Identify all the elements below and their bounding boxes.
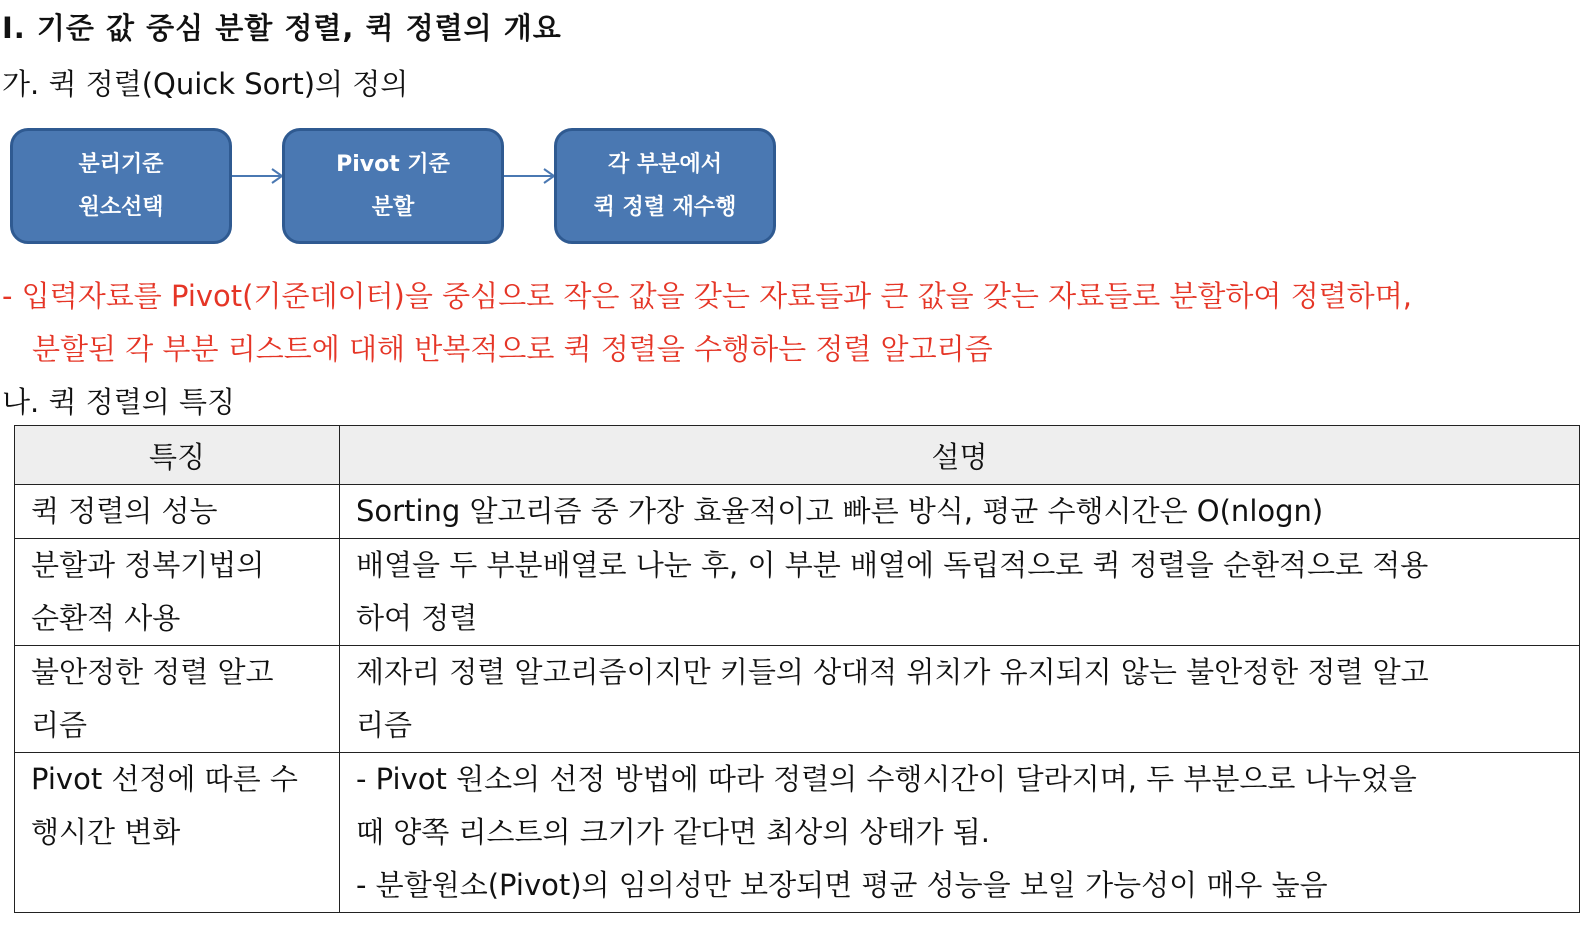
flow-box-partition: [282, 128, 504, 244]
description-text: - 분할원소(Pivot)의 임의성만 보장되면 평균 성능을 보일 가능성이 매우 높음: [356, 868, 1328, 902]
description-text: 리즘: [356, 708, 413, 742]
subsection-title-features: 나. 퀵 정렬의 특징: [2, 385, 235, 419]
definition-line: 분할된 각 부분 리스트에 대해 반복적으로 퀵 정렬을 수행하는 정렬 알고리즘: [32, 332, 993, 366]
table-row: [15, 646, 1580, 753]
flow-box-text: 분리기준: [78, 152, 164, 177]
description-text: 하여 정렬: [356, 601, 478, 635]
flow-box-text: 분할: [371, 195, 415, 220]
description-text: - Pivot 원소의 선정 방법에 따라 정렬의 수행시간이 달라지며, 두 부분으로 나누었을: [356, 762, 1417, 796]
column-header-feature: 특징: [15, 426, 340, 485]
definition-line: - 입력자료를 Pivot(기준데이터)을 중심으로 작은 값을 갖는 자료들과 큰 값을 갖는 자료들로 분할하여 정렬하며,: [2, 279, 1412, 313]
feature-text: 불안정한 정렬 알고: [31, 655, 274, 689]
feature-text: 행시간 변화: [31, 815, 181, 849]
table-row: [15, 539, 1580, 646]
description-cell: [340, 539, 1580, 646]
feature-text: 퀵 정렬의 성능: [31, 494, 218, 528]
description-text: 제자리 정렬 알고리즘이지만 키들의 상대적 위치가 유지되지 않는 불안정한 정렬 알고: [356, 655, 1429, 689]
flow-box-recurse: [554, 128, 776, 244]
flow-box-text: 퀵 정렬 재수행: [593, 195, 737, 220]
subsection-title-definition: 가. 퀵 정렬(Quick Sort)의 정의: [2, 67, 409, 101]
features-table: [14, 425, 1580, 913]
feature-cell: [15, 646, 340, 753]
arrow-right-icon: [232, 166, 284, 186]
table-header-row: [15, 426, 1580, 485]
table-row: [15, 753, 1580, 913]
feature-text: 분할과 정복기법의: [31, 548, 265, 582]
description-text: 배열을 두 부분배열로 나눈 후, 이 부분 배열에 독립적으로 퀵 정렬을 순환적으로 적용: [356, 548, 1429, 582]
description-cell: [340, 485, 1580, 539]
column-header-description: 설명: [340, 426, 1580, 485]
feature-cell: [15, 539, 340, 646]
flow-box-text: 원소선택: [78, 195, 164, 220]
description-cell: [340, 646, 1580, 753]
feature-text: Pivot 선정에 따른 수: [31, 762, 298, 796]
feature-text: 리즘: [31, 708, 88, 742]
section-heading: I. 기준 값 중심 분할 정렬, 퀵 정렬의 개요: [2, 11, 562, 45]
feature-cell: [15, 753, 340, 913]
description-text: 때 양쪽 리스트의 크기가 같다면 최상의 상태가 됨.: [356, 815, 991, 849]
definition-text: [2, 270, 1412, 376]
description-cell: [340, 753, 1580, 913]
feature-text: 순환적 사용: [31, 601, 181, 635]
feature-cell: [15, 485, 340, 539]
quicksort-flow-diagram: [10, 128, 790, 246]
arrow-right-icon: [504, 166, 556, 186]
flow-box-text: Pivot 기준: [336, 152, 450, 177]
flow-box-select-pivot: [10, 128, 232, 244]
flow-box-text: 각 부분에서: [608, 152, 722, 177]
description-text: Sorting 알고리즘 중 가장 효율적이고 빠른 방식, 평균 수행시간은 O(nlogn): [356, 494, 1324, 528]
table-row: [15, 485, 1580, 539]
